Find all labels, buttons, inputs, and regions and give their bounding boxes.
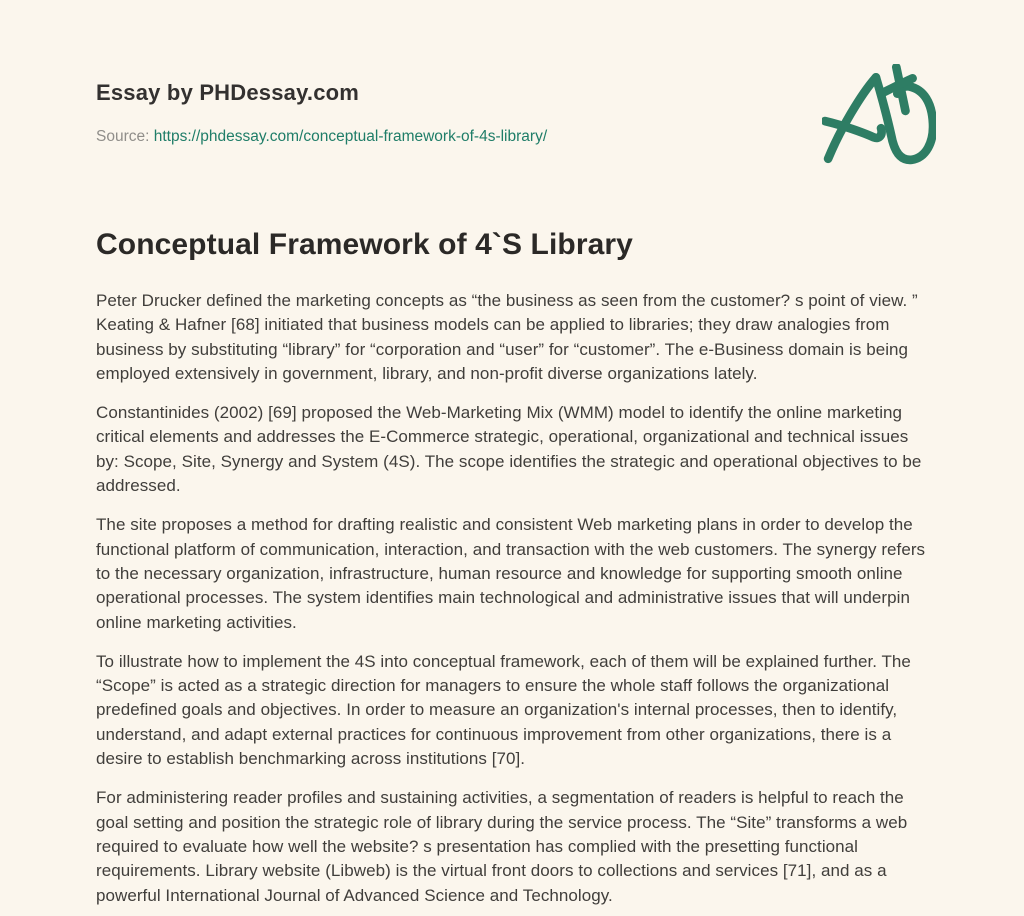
essay-paragraph: The site proposes a method for drafting realistic and consistent Web marketing plans in order to develop the functional platform of communication, interaction, and transaction with the web customers. The synergy refers to the necessary organization, infrastructure, human resource and knowledge for supporting smooth online operational processes. The system identifies main technological and administrative issues that will underpin online marketing activities. <box>96 515 926 632</box>
source-line <box>96 126 928 148</box>
essay-paragraph: Constantinides (2002) [69] proposed the Web-Marketing Mix (WMM) model to identify the online marketing critical elements and addresses the E-Commerce strategic, operational, organizational and technical issues by: Scope, Site, Synergy and System (4S). The scope identifies the strategic and operational objectives to be addressed. <box>96 403 922 496</box>
essay-paragraph: Peter Drucker defined the marketing concepts as “the business as seen from the customer? s point of view. ” Keating & Hafner [68] initiated that business models can be applied to libraries; they draw analogies from business by substituting “library” for “corporation and “user” for “customer”. The e-Business domain is being employed extensively in government, library, and non-profit diverse organizations lately. <box>96 291 918 383</box>
source-link[interactable]: https://phdessay.com/conceptual-framework-of-4s-library/ <box>153 128 548 145</box>
phdessay-a-plus-logo-icon <box>822 64 936 166</box>
essay-body <box>96 289 928 908</box>
page-header <box>96 80 928 148</box>
source-label: Source: <box>96 128 150 145</box>
essay-title: Conceptual Framework of 4`S Library <box>96 228 633 261</box>
header-title: Essay by PHDessay.com <box>96 80 360 105</box>
essay-paragraph: To illustrate how to implement the 4S into conceptual framework, each of them will be explained further. The “Scope” is acted as a strategic direction for managers to ensure the whole staff follows the organizational predefined goals and objectives. In order to measure an organization's internal processes, then to identify, understand, and adapt external practices for continuous improvement from other organizations, there is a desire to establish benchmarking across institutions [70]. <box>96 651 911 769</box>
essay-paragraph: For administering reader profiles and sustaining activities, a segmentation of readers is helpful to reach the goal setting and position the strategic role of library during the service process. The “Site” transforms a web required to evaluate how well the website? s presentation has complied with the presetting functional requirements. Library website (Libweb) is the virtual front doors to collections and services [71], and as a powerful International Journal of Advanced Science and Technology. <box>96 788 908 905</box>
essay-content <box>96 226 928 908</box>
